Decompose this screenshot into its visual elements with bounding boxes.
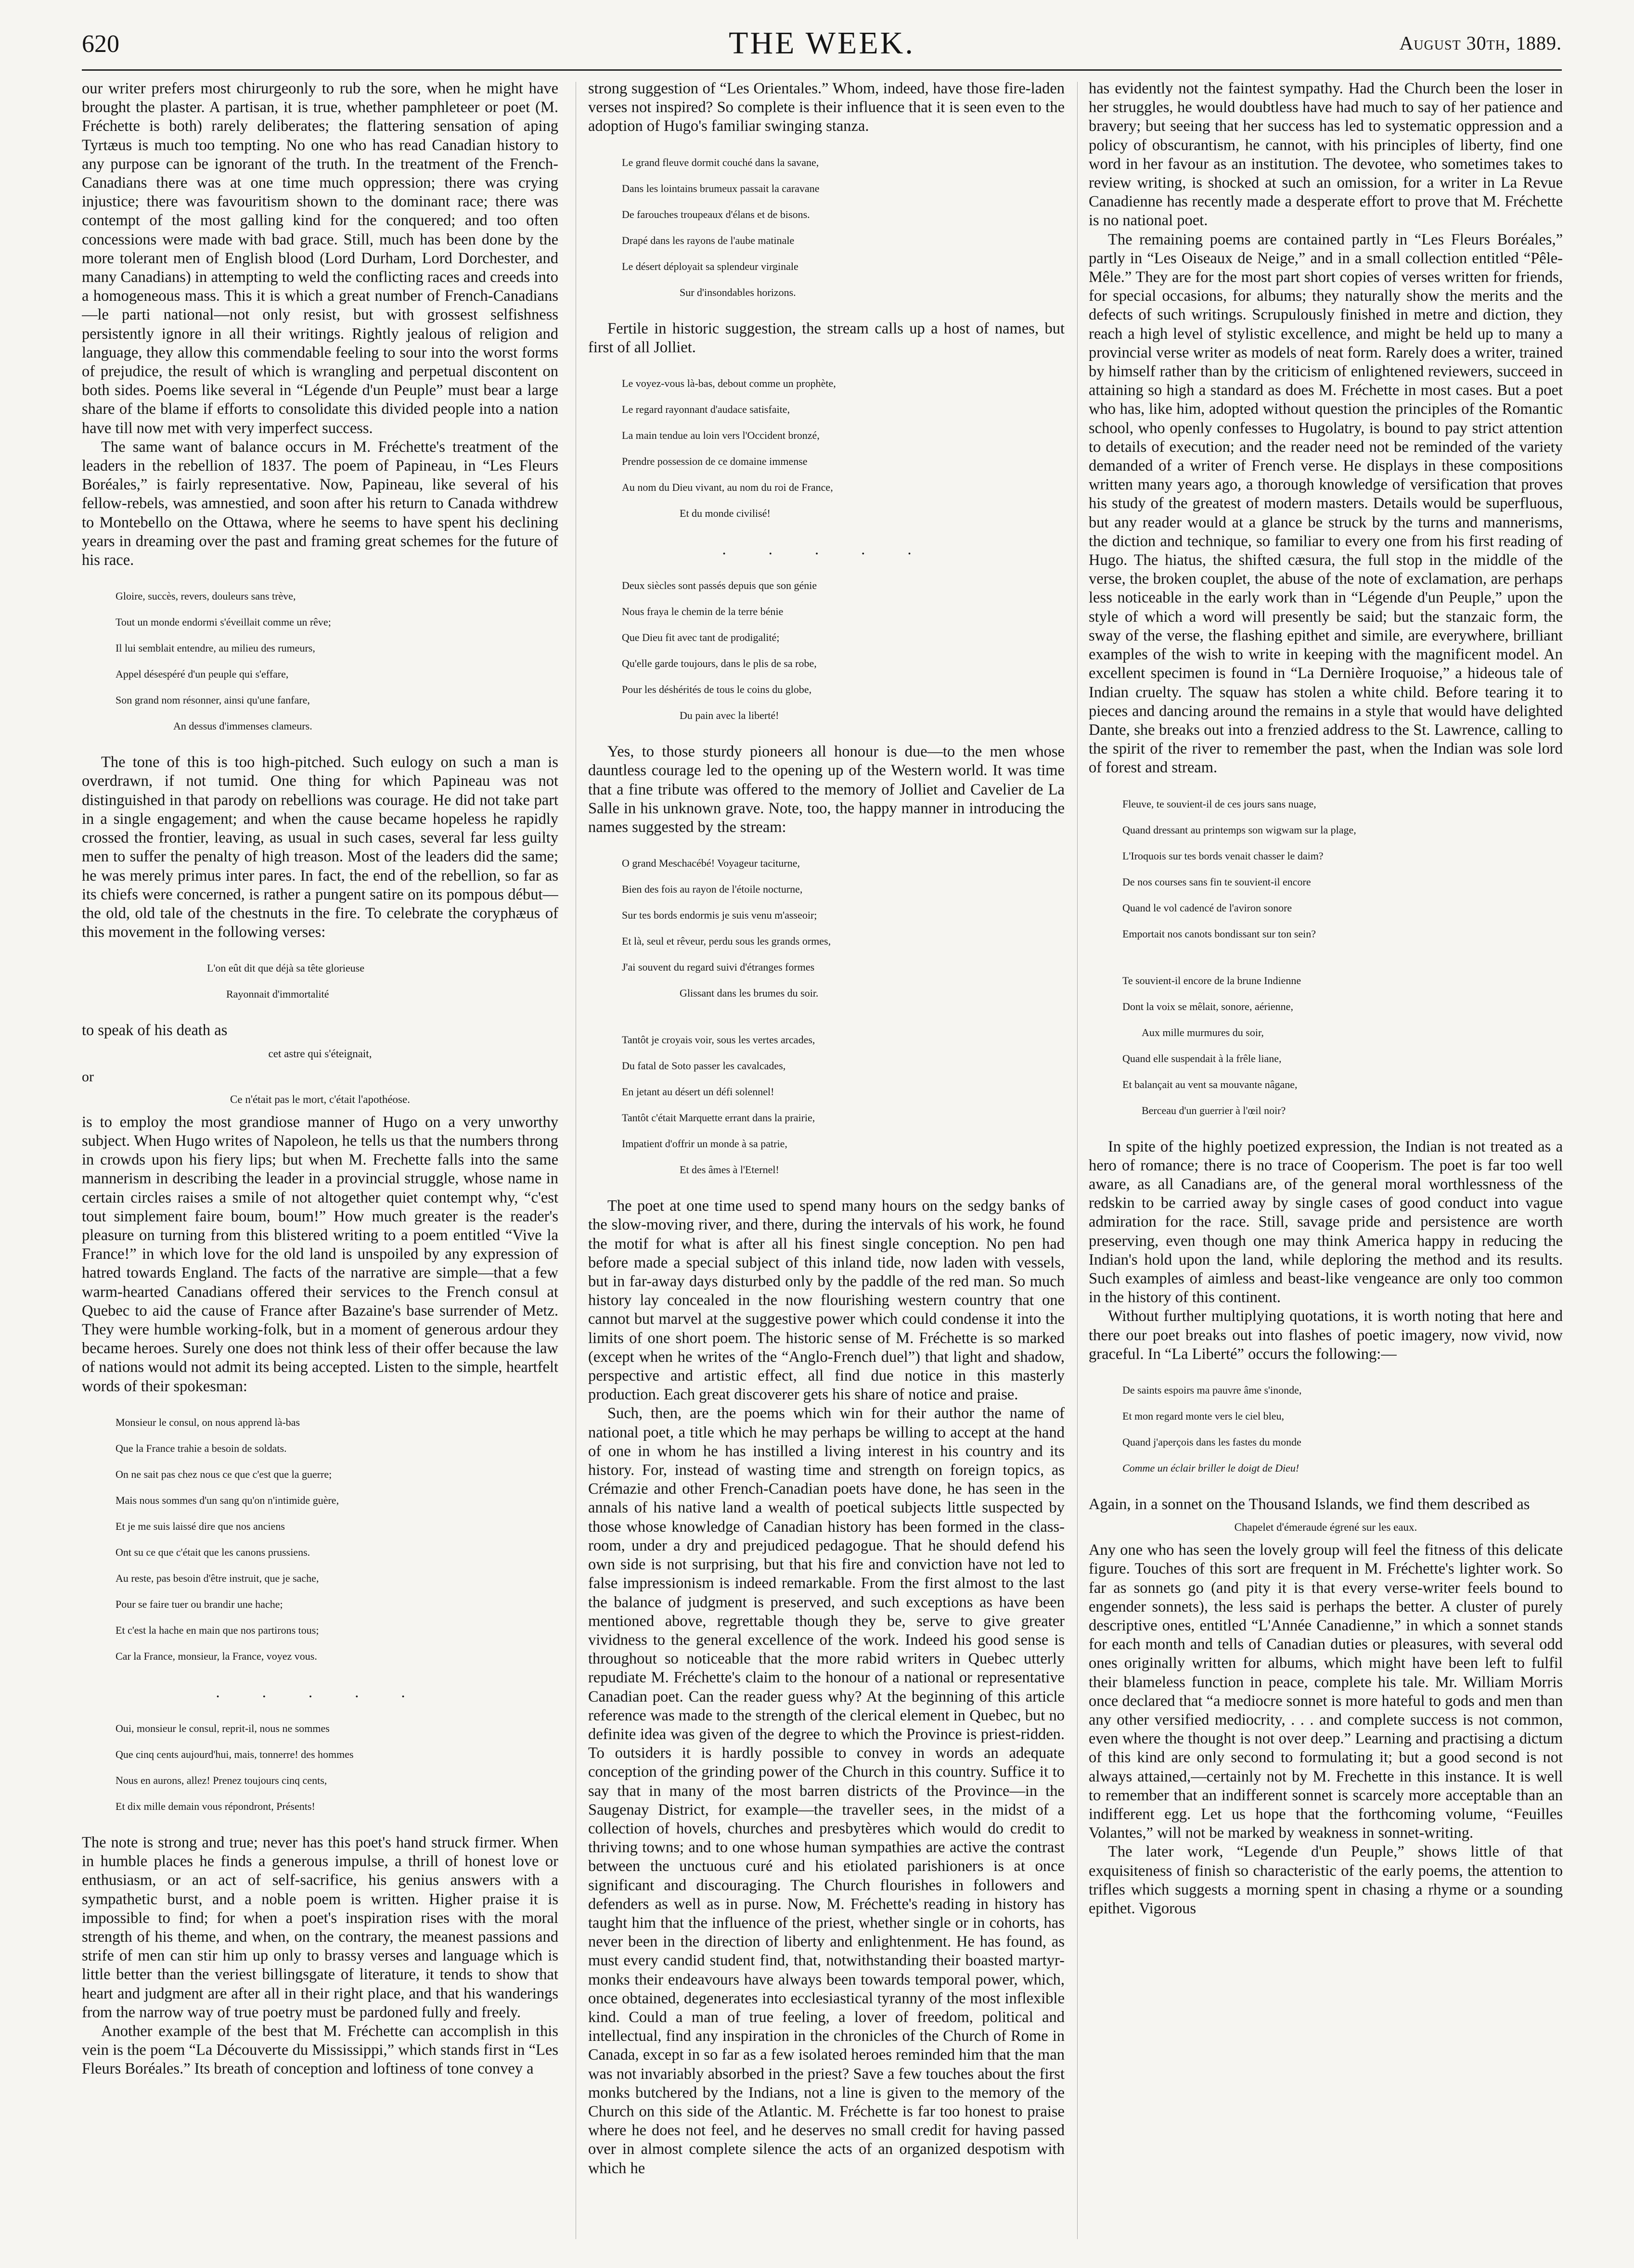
verse-line: De saints espoirs ma pauvre âme s'inonde,: [1122, 1384, 1302, 1396]
verse-line: Et mon regard monte vers le ciel bleu,: [1122, 1409, 1284, 1422]
verse-line: Quand dressant au printemps son wigwam sur la plage,: [1122, 823, 1356, 836]
verse-line: Au reste, pas besoin d'être instruit, que je sache,: [116, 1572, 319, 1584]
verse-line: De nos courses sans fin te souvient-il encore: [1122, 875, 1311, 888]
verse-line: Rayonnait d'immortalité: [226, 988, 329, 1000]
paragraph: The same want of balance occurs in M. Fréchette's treatment of the leaders in the rebellion of 1837. The poem of Papineau, in “Les Fleurs Boréales,” is fairly representative. Now, Papineau, like several of his fellow-rebels, was amnestied, and soon after his return to Canada withdrew to Montebello on the Ottawa, where he seems to have spent his declining years in dreaming over the past and framing great schemes for the future of his race.: [82, 438, 558, 569]
verse-line: Monsieur le consul, on nous apprend là-bas: [116, 1416, 300, 1428]
verse-block: [116, 1403, 558, 1676]
verse-line: Mais nous sommes d'un sang qu'on n'intimide guère,: [116, 1494, 339, 1506]
verse-line: Et c'est la hache en main que nos partirons tous;: [116, 1624, 319, 1636]
verse-line: Car la France, monsieur, la France, voyez vous.: [116, 1650, 317, 1662]
verse-block: [207, 948, 558, 1013]
paragraph: Without further multiplying quotations, it is worth noting that here and there our poet breaks out into flashes of poetic imagery, now vivid, now graceful. In “La Liberté” occurs the following:—: [1089, 1307, 1563, 1363]
paragraph: strong suggestion of “Les Orientales.” Whom, indeed, have those fire-laden verses not inspired? So complete is their influence that it is seen even to the adoption of Hugo's familiar swinging stanza.: [588, 80, 1065, 135]
verse-line: Te souvient-il encore de la brune Indienne: [1122, 974, 1301, 987]
verse-line: Appel désespéré d'un peuple qui s'effare,: [116, 668, 289, 680]
verse-line: Pour se faire tuer ou brandir une hache;: [116, 1598, 283, 1610]
paragraph: The remaining poems are contained partly in “Les Fleurs Boréales,” partly in “Les Oiseaux de Neige,” and in a small collection entitled “Pêle-Mêle.” They are for the most part short copies of verses written for friends, for special occasions, for albums; they naturally show the merits and the defects of such writings. Scrupulously finished in metre and diction, they reach a high level of stylistic excellence, and might be held up to many a provincial verse writer as models of neat form. Rarely does a writer, trained by himself rather than by the criticism of enlightened reviewers, succeed in attaining so high a standard as does M. Fréchette in most cases. But a poet who has, like him, adopted without question the principles of the Romantic school, who openly confesses to Hugolatry, is bound to pay strict attention to details of execution; and the reader need not be reminded of the variety demanded of a writer of French verse. He displays in these compositions written many years ago, a thorough knowledge of versification that proves his study of the greatest of modern masters. Details would be superfluous, but any reader would at a glance be struck by the turns and mannerisms, the diction and technique, so familiar to every one from his first reading of Hugo. The hiatus, the shifted cæsura, the full stop in the middle of the verse, the broken couplet, the abuse of the note of exclamation, are perhaps less noticeable in the early work than in “Légende d'un Peuple,” upon the style of which a word will presently be said; but the stanzaic form, the sway of the verse, the flashing epithet and simile, are everywhere, brilliant examples of the wish to write in keeping with the magnificent model. An excellent specimen is found in “La Dernière Iroquoise,” a hideous tale of Indian cruelty. The squaw has stolen a white child. Before tearing it to pieces and dancing around the remains in a style that would have delighted Dante, she breaks out into a frenzied address to the St. Lawrence, calling to the spirit of the river to remember the past, when the Indian was sole lord of forest and stream.: [1089, 231, 1563, 777]
verse-line: O grand Meschacébé! Voyageur taciturne,: [622, 857, 800, 870]
verse-line: Du pain avec la liberté!: [680, 709, 779, 722]
verse-line: Quand elle suspendait à la frêle liane,: [1122, 1052, 1282, 1064]
verse-line: Au nom du Dieu vivant, au nom du roi de France,: [622, 481, 833, 494]
verse-block: [622, 143, 1065, 312]
page-header: [82, 25, 1562, 64]
verse-line: Et dix mille demain vous répondront, Présents!: [116, 1800, 315, 1812]
paragraph: is to employ the most grandiose manner of Hugo on a very unworthy subject. When Hugo writes of Napoleon, he tells us that the numbers throng in crowds upon his fiery lips; but when M. Frechette falls into the same mannerism in describing the leader in a provincial struggle, whose name in certain circles raises a smile of not altogether quiet contempt why, “c'est tout simplement faire boum, boum!” How much greater is the reader's pleasure on turning from this blistered writing to a poem entitled “Vive la France!” in which love for the old land is unspoiled by any expression of hatred towards England. The facts of the narrative are simple—that a few warm-hearted Canadians offered their services to the French consul at Quebec to aid the cause of France after Bazaine's base surrender of Metz. They were humble working-folk, but in a moment of generous ardour they became heroes. Surely one does not think less of their offer because the law of nations would not admit its being accepted. Listen to the simple, heartfelt words of their spokesman:: [82, 1113, 558, 1395]
ellipsis-separator: . . . . .: [216, 1683, 425, 1701]
paragraph: to speak of his death as: [82, 1022, 228, 1039]
masthead-title: THE WEEK.: [729, 26, 915, 61]
verse-line: Berceau d'un guerrier à l'œil noir?: [1142, 1104, 1286, 1116]
verse-line: La main tendue au loin vers l'Occident bronzé,: [622, 429, 820, 442]
column-1: [82, 79, 558, 2249]
verse-line: J'ai souvent du regard suivi d'étranges formes: [622, 961, 815, 974]
verse-block: [622, 1020, 1065, 1189]
verse-line: Et je me suis laissé dire que nos anciens: [116, 1520, 285, 1532]
verse-block: [622, 566, 1065, 735]
verse-block: [622, 364, 1065, 533]
verse-line: Quand j'aperçois dans les fastes du monde: [1122, 1435, 1301, 1448]
verse-line: Drapé dans les rayons de l'aube matinale: [622, 234, 795, 246]
verse-line: Et balançait au vent sa mouvante nâgane,: [1122, 1078, 1298, 1090]
verse-line: An dessus d'immenses clameurs.: [173, 720, 312, 732]
verse-line: Gloire, succès, revers, douleurs sans trève,: [116, 590, 296, 602]
verse-line: Dans les lointains brumeux passait la caravane: [622, 182, 820, 194]
column-3: [1089, 79, 1563, 2249]
verse-line: Sur d'insondables horizons.: [680, 286, 796, 298]
paragraph: Another example of the best that M. Fréchette can accomplish in this vein is the poem “La Découverte du Mississippi,” which stands first in “Les Fleurs Boréales.” Its breath of conception and loftiness of tone convey a: [82, 2023, 558, 2078]
paragraph: The tone of this is too high-pitched. Such eulogy on such a man is overdrawn, if not tumid. One thing for which Papineau was not distinguished in that parody on rebellions was courage. He did not take part in a single engagement; and when the cause became hopeless he rapidly crossed the frontier, leaving, as usual in such cases, several far less guilty men to suffer the penalty of high treason. Most of the leaders did the same; he was merely primus inter pares. In fact, the end of the rebellion, so far as its chiefs were concerned, is rather a pungent satire on its pompous début—the old, old tale of the chestnuts in the fire. To celebrate the coryphæus of this movement in the following verses:: [82, 754, 558, 941]
column-divider: [1077, 82, 1078, 2239]
verse-line: Tout un monde endormi s'éveillait comme un rêve;: [116, 616, 331, 628]
verse-line: Et du monde civilisé!: [680, 507, 771, 520]
verse-line: Sur tes bords endormis je suis venu m'asseoir;: [622, 909, 817, 922]
paragraph: In spite of the highly poetized expression, the Indian is not treated as a hero of romance; there is no trace of Cooperism. The poet is far too well aware, as all Canadians are, of the general moral worthlessness of the redskin to be carried away by single cases of good conduct into vague admiration for the race. Still, savage pride and persistence are worth preserving, even though one may think America happy in reducing the Indian's hold upon the land, while deploring the method and its results. Such examples of aimless and beast-like vengeance are only too common in the history of this continent.: [1089, 1138, 1563, 1307]
verse-line: Qu'elle garde toujours, dans le plis de sa robe,: [622, 657, 817, 670]
column-2: [588, 79, 1065, 2249]
paragraph: Fertile in historic suggestion, the stream calls up a host of names, but first of all Jolliet.: [588, 320, 1065, 356]
verse-line: Et des âmes à l'Eternel!: [680, 1164, 779, 1176]
connector-text: or: [82, 1068, 94, 1085]
ellipsis-separator: . . . . .: [722, 541, 931, 559]
verse-line: Glissant dans les brumes du soir.: [680, 987, 819, 999]
verse-block: [116, 577, 558, 745]
verse-line: Aux mille murmures du soir,: [1142, 1026, 1264, 1038]
verse-line: Fleuve, te souvient-il de ces jours sans nuage,: [1122, 797, 1316, 810]
verse-line: Tantôt c'était Marquette errant dans la prairie,: [622, 1112, 815, 1124]
verse-line: Quand le vol cadencé de l'aviron sonore: [1122, 901, 1292, 914]
page-number: 620: [82, 30, 119, 58]
verse-block: [1122, 1371, 1563, 1487]
paragraph: our writer prefers most chirurgeonly to rub the sore, when he might have brought the plaster. A partisan, it is true, whether pamphleteer or poet (M. Fréchette is both) rarely deliberates; the flattering sensation of aping Tyrtæus is much too tempting. No one who has read Canadian history to any purpose can be ignorant of the truth. In the treatment of the French-Canadians there was at one time much oppression; there was crying injustice; there was favouritism shown to the dominant race; there was contempt of the most galling kind for the conquered; and too often concessions were made with bad grace. Still, much has been done by the more tolerant men of English blood (Lord Durham, Lord Dorchester, and many Canadians) in attempting to weld the conflicting races and creeds into a homogeneous mass. This it is which a great number of French-Canadians—le parti national—not only resist, but with grossest selfishness persistently ignore in all their writings. Rightly jealous of religion and language, they allow this commendable feeling to sour into the worst forms of prejudice, the result of which is wrangling and perpetual discontent on both sides. Poems like several in “Légende d'un Peuple” must bear a large share of the blame if efforts to consolidate this divided people into a nation have till now met with very imperfect success.: [82, 80, 558, 437]
verse-line: Que cinq cents aujourd'hui, mais, tonnerre! des hommes: [116, 1748, 354, 1760]
verse-block: [116, 1709, 558, 1826]
verse-line: Ont su ce que c'était que les canons prussiens.: [116, 1546, 310, 1558]
verse-line: En jetant au désert un défi solennel!: [622, 1086, 774, 1098]
verse-line: Nous en aurons, allez! Prenez toujours cinq cents,: [116, 1774, 327, 1786]
verse-line: Du fatal de Soto passer les cavalcades,: [622, 1060, 786, 1072]
paragraph: Such, then, are the poems which win for their author the name of national poet, a title which he may perhaps be willing to accept at the hand of one in whom he has instilled a living interest in his country and its history. For, instead of wasting time and strength on foreign topics, as Crémazie and other French-Canadian poets have done, he has seen in the annals of his native land a wealth of poetical subjects little suspected by those whose knowledge of Canadian history has been formed in the class-room, under a dry and prejudiced pedagogue. That he should defend his own side is not surprising, but that his fire and conviction have not led to false impressionism is indeed remarkable. From the first almost to the last the balance of judgment is preserved, and such exceptions as have been mentioned above, regrettable though they be, serve to give greater vividness to the general excellence of the work. Indeed his good sense is throughout so noticeable that the more rabid writers in Quebec utterly repudiate M. Fréchette's claim to the honour of a national or representative Canadian poet. Can the reader guess why? At the beginning of this article reference was made to the strength of the clerical element in Quebec, but no definite idea was given of the degree to which the Province is priest-ridden. To outsiders it is hardly possible to convey in words an adequate conception of the grinding power of the Church in this country. Suffice it to say that in many of the most barren districts of the Province—in the Saugenay District, for example—the traveller sees, in the midst of a collection of hovels, churches and presbytères which would do credit to thriving towns; and to one whose human sympathies are active the contrast between the unctuous curé and his etiolated parishioners is at once significant and discouraging. The Church flourishes in followers and defenders as well as in purse. Now, M. Fréchette's reading in history has taught him that the influence of the priest, whether single or in cohorts, has never been in the direction of liberty and enlightenment. He has found, as must every candid student find, that, notwithstanding their boasted martyr-monks their endeavours have always been towards temporal power, which, once obtained, degenerates into ecclesiastical tyranny of the most inflexible kind. Could a man of true feeling, a lover of freedom, political and intellectual, find any inspiration in the chronicles of the Church of Rome in Canada, except in so far as a few isolated heroes reminded him that the man was not invariably absorbed in the priest? Save a few touches about the first monks butchered by the Indians, not a line is given to the memory of the Church on this side of the Atlantic. M. Fréchette is far too honest to praise where he does not feel, and he deserves no small credit for having passed over in almost complete silence the acts of an organized despotism with which he: [588, 1405, 1065, 2177]
verse-line: L'Iroquois sur tes bords venait chasser le daim?: [1122, 849, 1324, 862]
inline-quote: Chapelet d'émeraude égrené sur les eaux.: [1234, 1521, 1417, 1534]
verse-line: Oui, monsieur le consul, reprit-il, nous ne sommes: [116, 1722, 330, 1734]
paragraph: Again, in a sonnet on the Thousand Islands, we find them described as: [1089, 1495, 1530, 1513]
verse-line: Bien des fois au rayon de l'étoile nocturne,: [622, 883, 803, 896]
verse-line: Deux siècles sont passés depuis que son génie: [622, 579, 817, 592]
verse-block: [622, 844, 1065, 1012]
verse-line: Le désert déployait sa splendeur virginale: [622, 260, 798, 272]
header-rule: [82, 69, 1562, 71]
verse-line: Tantôt je croyais voir, sous les vertes arcades,: [622, 1034, 815, 1046]
verse-line: Le voyez-vous là-bas, debout comme un prophète,: [622, 377, 836, 390]
verse-line: Que Dieu fit avec tant de prodigalité;: [622, 631, 780, 644]
verse-line: De farouches troupeaux d'élans et de bisons.: [622, 208, 810, 220]
paragraph: Any one who has seen the lovely group will feel the fitness of this delicate figure. Touches of this sort are frequent in M. Fréchette's lighter work. So far as sonnets go (and pity it is that every verse-writer feels bound to engender sonnets), the less said is perhaps the better. A cluster of purely descriptive ones, entitled “L'Année Canadienne,” in which a sonnet stands for each month and tells of Canadian duties or pleasures, with several odd ones originally written for albums, which might have been left to fulfil their blameless function in peace, complete his tale. Mr. William Morris once declared that “a mediocre sonnet is more hateful to gods and men than any other versified mediocrity, . . . and complete success is not common, even where the thought is not over deep.” Learning and practising a dictum of this kind are only second to formulating it; but a good second is not always attained,—certainly not by M. Frechette in this instance. It is well to remember that an indifferent sonnet is scarcely more acceptable than an indifferent egg. Let us hope that the forthcoming volume, “Feuilles Volantes,” will not be marked by weakness in sonnet-writing.: [1089, 1541, 1563, 1842]
verse-line: Dont la voix se mêlait, sonore, aérienne,: [1122, 1000, 1293, 1012]
inline-quote: Ce n'était pas le mort, c'était l'apothéose.: [230, 1093, 410, 1105]
verse-line: Impatient d'offrir un monde à sa patrie,: [622, 1138, 787, 1150]
paragraph: The poet at one time used to spend many hours on the sedgy banks of the slow-moving river, and there, during the intervals of his work, he found the motif for what is after all his finest single conception. No pen had before made a special subject of this inland tide, now laden with vessels, but in far-away days disturbed only by the paddle of the red man. So much history lay concealed in the now flourishing western country that one cannot but marvel at the suggestive power which could condense it into the limits of one short poem. The historic sense of M. Fréchette is so marked (except when he writes of the “Anglo-French duel”) that light and shadow, perspective and artistic effect, all find due notice in this masterly production. Each great discoverer gets his share of notice and praise.: [588, 1197, 1065, 1404]
verse-line: Emportait nos canots bondissant sur ton sein?: [1122, 927, 1316, 940]
verse-line: Pour les déshérités de tous le coins du globe,: [622, 683, 812, 696]
verse-block: [1122, 961, 1563, 1130]
verse-line: Son grand nom résonner, ainsi qu'une fanfare,: [116, 694, 310, 706]
verse-line: On ne sait pas chez nous ce que c'est que la guerre;: [116, 1468, 332, 1480]
inline-quote: cet astre qui s'éteignait,: [268, 1047, 372, 1060]
verse-line: Comme un éclair briller le doigt de Dieu!: [1122, 1461, 1299, 1474]
verse-line: Le grand fleuve dormit couché dans la savane,: [622, 156, 819, 168]
verse-line: Prendre possession de ce domaine immense: [622, 455, 808, 468]
verse-line: Que la France trahie a besoin de soldats.: [116, 1442, 287, 1454]
paragraph: Yes, to those sturdy pioneers all honour is due—to the men whose dauntless courage led to the opening up of the Western world. It was time that a fine tribute was offered to the memory of Jolliet and Cavelier de La Salle in his unknown grave. Note, too, the happy manner in introducing the names suggested by the stream:: [588, 743, 1065, 836]
verse-line: Nous fraya le chemin de la terre bénie: [622, 605, 784, 618]
verse-line: Et là, seul et rêveur, perdu sous les grands ormes,: [622, 935, 831, 948]
verse-line: Il lui semblait entendre, au milieu des rumeurs,: [116, 642, 315, 654]
paragraph: The note is strong and true; never has this poet's hand struck firmer. When in humble places he finds a generous impulse, a thrill of honest love or enthusiasm, or an act of self-sacrifice, his genius answers with a sympathetic burst, and a noble poem is written. Higher praise it is impossible to find; for when a poet's inspiration rises with the moral strength of his theme, and when, on the contrary, the meanest passions and strife of men can stir him up only to brassy verses and language which is little better than the veriest billingsgate of literature, it tends to show that heart and judgment are after all in their right place, and that his wanderings from the narrow way of true poetry must be pardoned fully and freely.: [82, 1833, 558, 2021]
verse-line: L'on eût dit que déjà sa tête glorieuse: [207, 962, 365, 974]
paragraph: The later work, “Legende d'un Peuple,” shows little of that exquisiteness of finish so characteristic of the early poems, the attention to trifles which suggests a morning spent in chasing a rhyme or a sounding epithet. Vigorous: [1089, 1843, 1563, 1918]
paragraph: has evidently not the faintest sympathy. Had the Church been the loser in her struggles, he would doubtless have had much to say of her patience and bravery; but seeing that her success has led to systematic oppression and a policy of obscurantism, he cannot, with his principles of liberty, find one word in her favour as an institution. The devotee, who sometimes takes to review writing, is shocked at such an omission, for a writer in La Revue Canadienne has recently made a desperate effort to prove that M. Fréchette is no national poet.: [1089, 80, 1563, 230]
issue-date: August 30th, 1889.: [1399, 32, 1562, 54]
verse-block: [1122, 784, 1563, 953]
verse-line: Le regard rayonnant d'audace satisfaite,: [622, 403, 790, 416]
